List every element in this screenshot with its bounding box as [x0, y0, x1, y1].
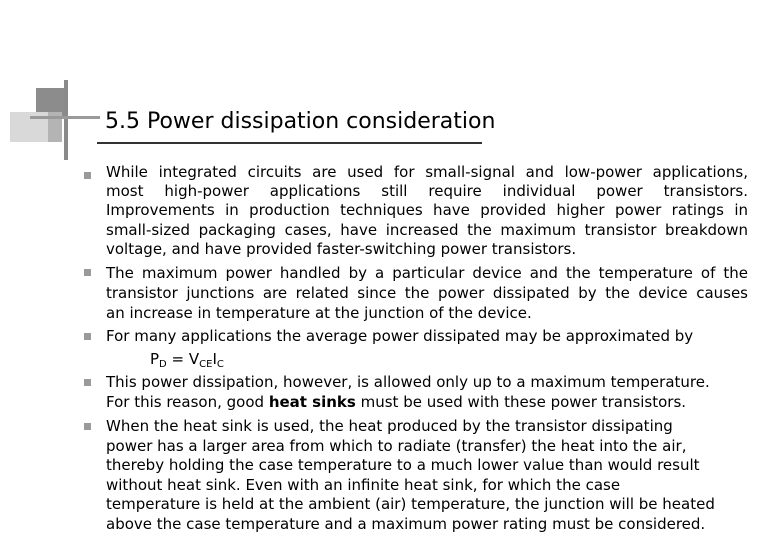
bullet-marker	[84, 423, 91, 430]
bullet-5-line-1: When the heat sink is used, the heat produced by the transistor dissipating	[106, 417, 673, 435]
heat-sinks-bold: heat sinks	[268, 393, 356, 411]
bullet-4-line-2-after: must be used with these power transistors.	[355, 393, 687, 411]
bullet-marker	[84, 333, 91, 340]
bullet-1-line-2: most high-power applications still require individual power transistors.	[106, 182, 748, 200]
bullet-2-line-2: transistor junctions are related since the power dissipated by the device causes	[106, 284, 748, 302]
formula-vce-sub: CE	[199, 359, 213, 370]
power-formula	[150, 350, 224, 369]
bullet-5-line-2: power has a larger area from which to radiate (transfer) the heat into the air,	[106, 437, 687, 455]
bullet-4-line-2-before: For this reason, good	[106, 393, 269, 411]
bullet-marker	[84, 269, 91, 276]
bullet-5-line-6: above the case temperature and a maximum power rating must be considered.	[106, 515, 706, 533]
bullet-1-line-5: voltage, and have provided faster-switching power transistors.	[106, 240, 577, 258]
formula-pd-sub: D	[159, 359, 167, 370]
bullet-4-line-2	[106, 393, 748, 412]
title-underline	[97, 142, 482, 144]
bullet-3-line-1: For many applications the average power dissipated may be approximated by	[106, 327, 694, 345]
bullet-5-line-3: thereby holding the case temperature to a much lower value than would result	[106, 456, 700, 474]
bullet-2-line-1: The maximum power handled by a particular device and the temperature of the	[106, 264, 748, 282]
bullet-2-line-3: an increase in temperature at the junction of the device.	[106, 304, 532, 322]
bullet-1-line-4: small-sized packaging cases, have increased the maximum transistor breakdown	[106, 221, 748, 239]
deco-horizontal-bar	[30, 116, 100, 119]
formula-ic-sub: C	[216, 359, 224, 370]
bullet-1-line-1: While integrated circuits are used for small-signal and low-power applications,	[106, 163, 748, 181]
formula-i: I	[212, 350, 217, 368]
bullet-marker	[84, 379, 91, 386]
formula-eq: = V	[166, 350, 200, 368]
bullet-5-line-5: temperature is held at the ambient (air) temperature, the junction will be heated	[106, 495, 715, 513]
corner-decoration	[0, 0, 120, 160]
slide-title: 5.5 Power dissipation consideration	[105, 109, 496, 134]
deco-vertical-bar	[64, 80, 68, 160]
formula-pd: P	[150, 350, 160, 368]
bullet-4-line-1: This power dissipation, however, is allowed only up to a maximum temperature.	[106, 373, 710, 391]
bullet-marker	[84, 172, 91, 179]
bullet-1-line-3: Improvements in production techniques have provided higher power ratings in	[106, 201, 748, 219]
bullet-5-line-4: without heat sink. Even with an infinite heat sink, for which the case	[106, 476, 621, 494]
